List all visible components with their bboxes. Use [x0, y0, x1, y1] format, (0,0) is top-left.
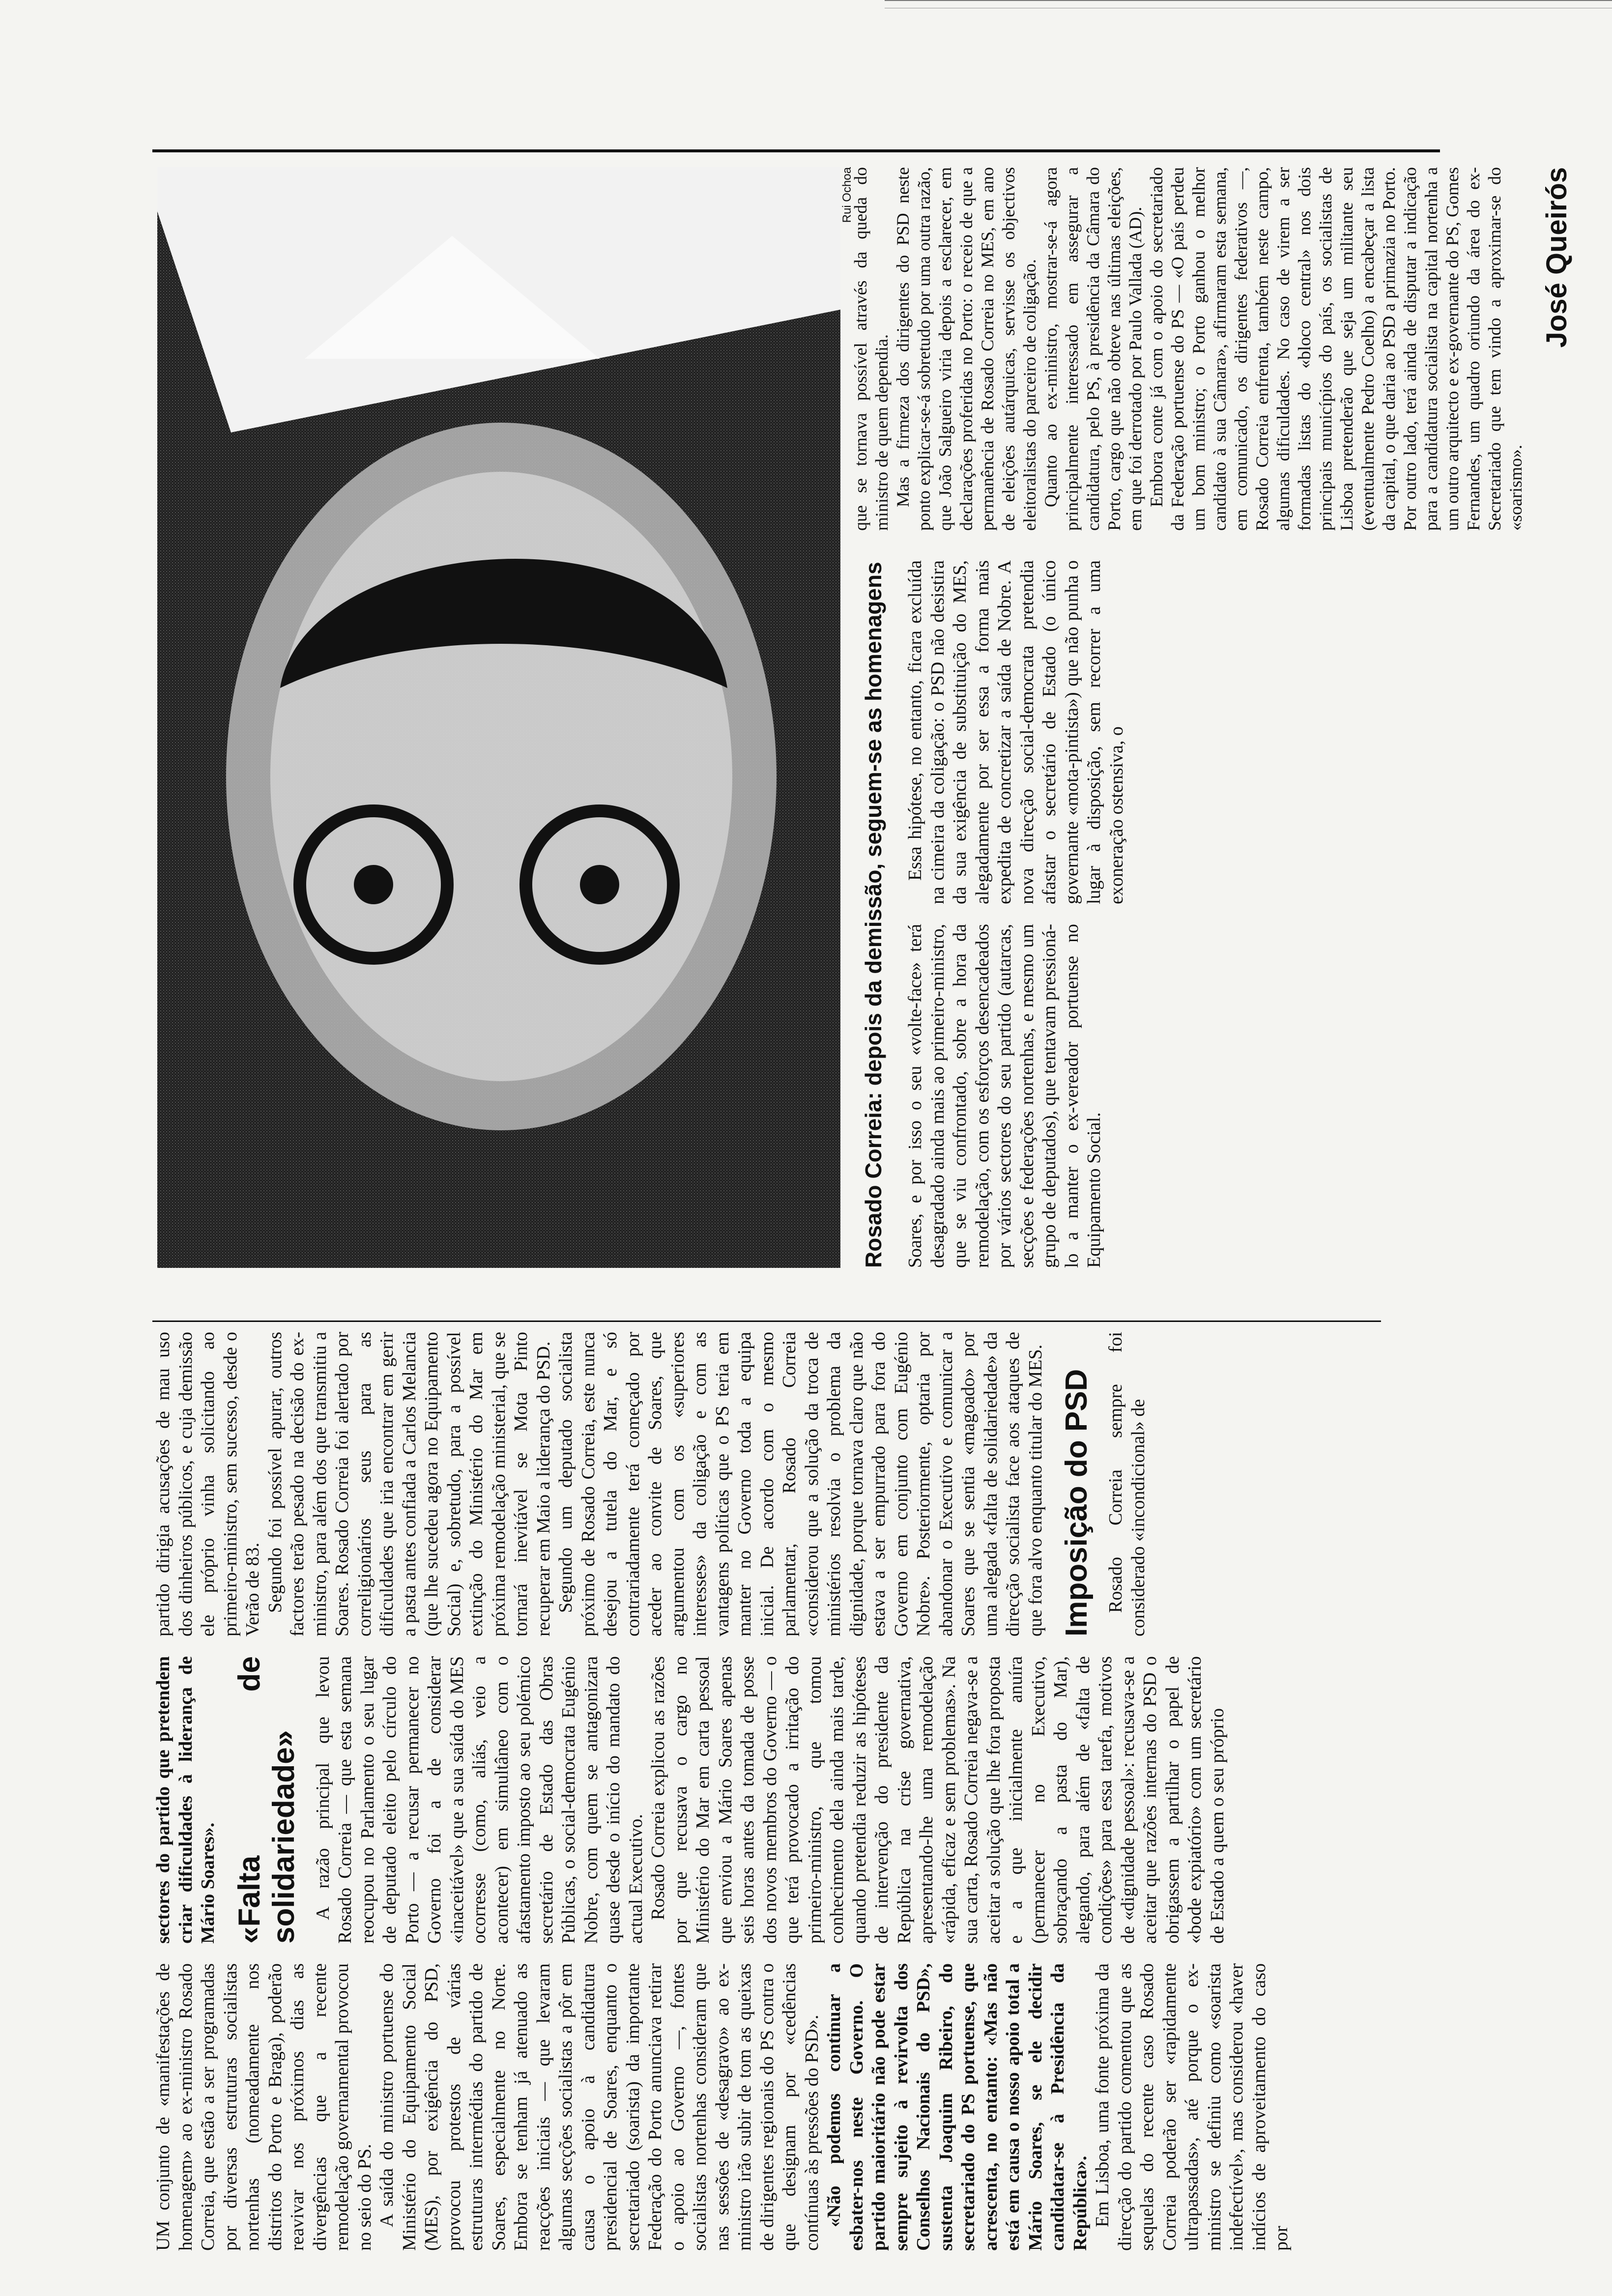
subhead-falta-de-solidariedade: «Falta de solidariedade» — [232, 1656, 301, 1944]
byline: José Queirós — [1541, 167, 1573, 348]
paragraph: «Não podemos continuar a esbater-nos neste Governo. O partido maioritário não pode estar sempre sujeito à revirvolta dos Conselhos Nacionais do PSD», sustenta Joaquim Ribeiro, do secretariado do PS portuense, que acrescenta, no entanto: «Mas não está em causa o nosso apoio total a Mário Soares, se ele decidir candidatar-se à Presidência da República». — [824, 1963, 1091, 2251]
paragraph: Segundo um deputado socialista próximo de Rosado Correia, este nunca desejou a tutela do Mar, e só contrariadamente terá começado por aceder ao convite de Soares, que argumentou com os «superiores interesses» da coligação e com as vantagens políticas que o PS teria em manter no Governo toda a equipa inicial. De acordo com o mesmo parlamentar, Rosado Correia «considerou que a solução da troca de ministérios resolvia o problema da dignidade, porque tornava claro que não estava a ser empurrado para fora do Governo em conjunto com Eugénio Nobre». Posteriormente, optaria por abandonar o Executivo e comunicar a Soares que se sentia «magoado» por uma alegada «falta de solidariedade» da direcção socialista face aos ataques de que fora alvo enquanto titular do MES. — [555, 1332, 1046, 1636]
portrait-illustration — [157, 167, 840, 1268]
portrait-photo — [157, 167, 840, 1268]
paragraph: Quanto ao ex-ministro, mostrar-se-á agora principalmente interessado em assegurar a candidatura, pelo PS, à presidência da Câmara do Porto, cargo que não obteve nas últimas eleições, em que foi derrotado por Paulo Vallada (AD). — [1041, 167, 1145, 531]
column-3 — [152, 1332, 1150, 1636]
column-4 — [904, 924, 1106, 1268]
column-6 — [850, 167, 1573, 531]
subhead-imposicao-do-psd: Imposição do PSD — [1060, 1369, 1094, 1636]
right-rule — [152, 149, 1440, 152]
paragraph: Rosado Correia explicou as razões por que recusava o cargo no Ministério do Mar em carta pessoal que enviou a Mário Soares apenas seis horas antes da tomada de posse dos novos membros do Governo — o que terá provocado a irritação do primeiro-ministro, que tomou conhecimento dela ainda mais tarde, quando pretendia reduzir as hipóteses de intervenção do presidente da República na crise governativa, apresentando-lhe uma remodelação «rápida, eficaz e sem problemas». Na sua carta, Rosado Correia negava-se a aceitar a solução que lhe fora proposta e a que inicialmente anuíra (permanecer no Executivo, sobraçando a pasta do Mar), alegando, para além de «falta de condições» para essa tarefa, motivos de «dignidade pessoal»: recusava-se a aceitar que razões internas do PSD o obrigassem a partilhar o papel de «bode expiatório» com um secretário de Estado a quem o seu próprio — [648, 1656, 1228, 1944]
photo-caption: Rosado Correia: depois da demissão, seguem-se as homenagens — [861, 562, 886, 1268]
column-2 — [152, 1656, 1229, 1944]
paragraph: UM conjunto de «manifestações de homenagem» ao ex-ministro Rosado Correia, que estão a ser programadas por diversas estruturas socialistas nortenhas (nomeadamente nos distritos do Porto e Braga), poderão reavivar nos próximos dias as divergências que a recente remodelação governamental provocou no seio do PS. — [153, 1963, 375, 2251]
newspaper-clipping — [152, 108, 1573, 2251]
paragraph: Rosado Correia sempre foi considerado «incondicional» de — [1105, 1332, 1149, 1636]
column-rule — [152, 1320, 1381, 1322]
paragraph: partido dirigia acusações de mau uso dos dinheiros públicos, e cuja demissão ele próprio vinha solicitando ao primeiro-ministro, sem sucesso, desde o Verão de 83. — [153, 1332, 263, 1636]
scan-edge — [885, 0, 1612, 8]
paragraph: Segundo foi possível apurar, outros factores terão pesado na decisão do ex-ministro, para além dos que transmitiu a Soares. Rosado Correia foi alertado por correligionários seus para as dificuldades que iria encontrar em gerir a pasta antes confiada a Carlos Melancia (que lhe sucedeu agora no Equipamento Social) e, sobretudo, para a possível extinção do Ministério do Mar em próxima remodelação ministerial, que se tornará inevitável se Mota Pinto recuperar em Maio a liderança do PSD. — [264, 1332, 554, 1636]
paragraph: Essa hipótese, no entanto, ficara excluída na cimeira da coligação: o PSD não desistira da sua exigência de substituição do MES, alegadamente por ser essa a forma mais expedita de concretizar a saída de Nobre. A nova direcção social-democrata pretendia afastar o secretário de Estado (o único governante «mota-pintista») que não punha o lugar à disposição, sem recorrer a uma exoneração ostensiva, o — [905, 560, 1127, 904]
paragraph: Mas a firmeza dos dirigentes do PSD neste ponto explicar-se-á sobretudo por uma outra razão, que João Salgueiro viria depois a esclarecer, em declarações proferidas no Porto: o receio de que a permanência de Rosado Correia no MES, em ano de eleições autárquicas, servisse os objectivos eleitoralistas do parceiro de coligação. — [893, 167, 1039, 531]
paragraph: Soares, e por isso o seu «volte-face» terá desagradado ainda mais ao primeiro-ministro, que se viu confrontado, sobre a hora da remodelação, com os esforços desencadeados por vários sectores do seu partido (autarcas, secções e federações nortenhas, e mesmo um grupo de deputados), que tentavam pressioná-lo a manter o ex-vereador portuense no Equipamento Social. — [905, 924, 1104, 1268]
paragraph: Embora conte já com o apoio do secretariado da Federação portuense do PS — «O país perdeu um bom ministro; o Porto ganhou o melhor candidato à sua Câmara», afirmaram esta semana, em comunicado, os dirigentes federativos —, Rosado Correia enfrenta, também neste campo, algumas dificuldades. No caso de virem a ser formadas listas do «bloco central» nos dois principais municípios do país, os socialistas de Lisboa pretenderão que seja um militante seu (eventualmente Pedro Coelho) a encabeçar a lista da capital, o que daria ao PSD a primazia no Porto. Por outro lado, terá ainda de disputar a indicação para a candidatura socialista na capital nortenha a um outro arquitecto e ex-governante do PS, Gomes Fernandes, um quadro oriundo da área do ex-Secretariado que tem vindo a aproximar-se do «soarismo». — [1147, 167, 1526, 531]
paragraph: sectores do partido que pretendem criar dificuldades à liderança de Mário Soares». — [153, 1656, 218, 1944]
paragraph: A razão principal que levou Rosado Correia — que esta semana reocupou no Parlamento o seu lugar de deputado eleito pelo círculo do Porto — a recusar permanecer no Governo foi a de considerar «inaceitável» que a sua saída do MES ocorresse (como, aliás, veio a acontecer) em simultâneo com o afastamento imposto ao seu polémico secretário de Estado das Obras Públicas, o social-democrata Eugénio Nobre, com quem se antagonizara quase desde o início do mandato do actual Executivo. — [312, 1656, 646, 1944]
paragraph: Em Lisboa, uma fonte próxima da direcção do partido comentou que as sequelas do recente caso Rosado Correia poderão ser «rapidamente ultrapassadas», até porque o ex-ministro se definiu como «soarista indefectível», mas considerou «haver indícios de aproveitamento do caso por — [1092, 1963, 1292, 2251]
photo-credit: Rui Ochoa — [840, 167, 854, 223]
column-1 — [152, 1963, 1293, 2251]
paragraph: que se tornava possível através da queda do ministro de quem dependia. — [851, 167, 892, 531]
column-5 — [904, 560, 1128, 904]
paragraph: A saída do ministro portuense do Ministério do Equipamento Social (MES), por exigência do PSD, provocou protestos de várias estruturas intermédias do partido de Soares, especialmente no Norte. Embora se tenham já atenuado as reacções iniciais — que levaram algumas secções socialistas a pôr em causa o apoio à candidatura presidencial de Soares, enquanto o secretariado (soarista) da importante Federação do Porto anunciava retirar o apoio ao Governo —, fontes socialistas nortenhas consideram que nas sessões de «desagravo» ao ex-ministro irão subir de tom as queixas de dirigentes regionais do PS contra o que designam por «cedências contínuas às pressões do PSD». — [376, 1963, 822, 2251]
